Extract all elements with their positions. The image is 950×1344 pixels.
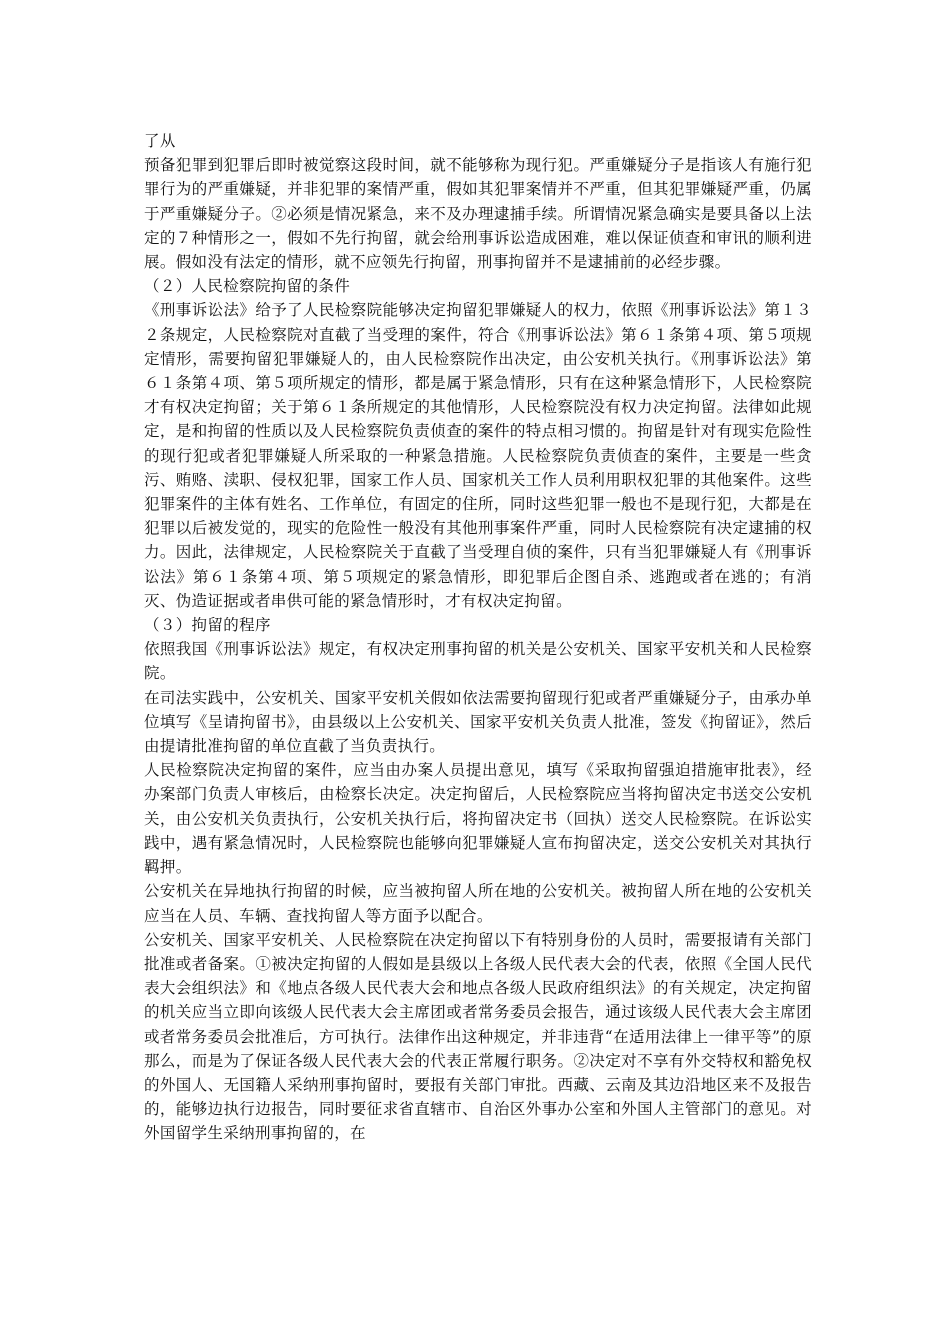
section-heading-procuratorate-conditions: （２）人民检察院拘留的条件 <box>144 277 351 296</box>
paragraph-continuation-fragment: 了从 <box>144 132 176 150</box>
paragraph-special-status: 公安机关、国家平安机关、人民检察院在决定拘留以下有特别身份的人员时，需要报请有关部门批准或者备案。①被决定拘留的人假如是县级以上各级人民代表大会的代表，依照《全国人民代表大会组织法》和《地点各级人民代表大会和地点各级人民政府组织法》的有关规定，决定拘留的机关应当立即向该级人民代表大会主席团或者常务委员会报告，通过该级人民代表大会主席团或者常务委员会批准后，方可执行。法律作出这种规定，并非违背“在适用法律上一律平等”的原那么，而是为了保证各级人民代表大会的代表正常履行职务。②决定对不享有外交特权和豁免权的外国人、无国籍人采纳刑事拘留时，要报有关部门审批。西藏、云南及其边沿地区来不及报告的，能够边执行边报告，同时要征求省直辖市、自治区外事办公室和外国人主管部门的意见。对外国留学生采纳刑事拘留的，在 <box>144 930 812 1143</box>
document-page <box>144 129 812 1146</box>
paragraph-procuratorate-power: 《刑事诉讼法》给予了人民检察院能够决定拘留犯罪嫌疑人的权力，依照《刑事诉讼法》第１３２条规定，人民检察院对直截了当受理的案件，符合《刑事诉讼法》第６１条第４项、第５项规定情形，需要拘留犯罪嫌疑人的，由人民检察院作出决定，由公安机关执行。《刑事诉讼法》第６１条第４项、第５项所规定的情形，都是属于紧急情形，只有在这种紧急情形下，人民检察院才有权决定拘留；关于第６１条所规定的其他情形，人民检察院没有权力决定拘留。法律如此规定，是和拘留的性质以及人民检察院负责侦查的案件的特点相习惯的。拘留是针对有现实危险性的现行犯或者犯罪嫌疑人所采取的一种紧急措施。人民检察院负责侦查的案件，主要是一些贪污、贿赂、渎职、侵权犯罪，国家工作人员、国家机关工作人员利用职权犯罪的其他案件。这些犯罪案件的主体有姓名、工作单位，有固定的住所，同时这些犯罪一般也不是现行犯，大都是在犯罪以后被发觉的，现实的危险性一般没有其他刑事案件严重，同时人民检察院有决定逮捕的权力。因此，法律规定，人民检察院关于直截了当受理自侦的案件，只有当犯罪嫌疑人有《刑事诉讼法》第６１条第４项、第５项规定的紧急情形，即犯罪后企图自杀、逃跑或者在逃的；有消灭、伪造证据或者串供可能的紧急情形时，才有权决定拘留。 <box>144 301 812 610</box>
paragraph-procuratorate-decision: 人民检察院决定拘留的案件，应当由办案人员提出意见，填写《采取拘留强迫措施审批表》，经办案部门负责人审核后，由检察长决定。决定拘留后，人民检察院应当将拘留决定书送交公安机关，由公安机关负责执行，公安机关执行后，将拘留决定书（回执）送交人民检察院。在诉讼实践中，遇有紧急情况时，人民检察院也能够向犯罪嫌疑人宣布拘留决定，送交公安机关对其执行羁押。 <box>144 761 812 877</box>
paragraph-authorized-organs: 依照我国《刑事诉讼法》规定，有权决定刑事拘留的机关是公安机关、国家平安机关和人民检察院。 <box>144 640 812 683</box>
paragraph-judicial-practice: 在司法实践中，公安机关、国家平安机关假如依法需要拘留现行犯或者严重嫌疑分子，由承办单位填写《呈请拘留书》，由县级以上公安机关、国家平安机关负责人批准，签发《拘留证》，然后由提请批准拘留的单位直截了当负责执行。 <box>144 688 812 756</box>
section-heading-detention-procedure: （３）拘留的程序 <box>144 616 271 635</box>
paragraph-current-offender: 预备犯罪到犯罪后即时被觉察这段时间，就不能够称为现行犯。严重嫌疑分子是指该人有施行犯罪行为的严重嫌疑，并非犯罪的案情严重，假如其犯罪案情并不严重，但其犯罪嫌疑严重，仍属于严重嫌疑分子。②必须是情况紧急，来不及办理逮捕手续。所谓情况紧急确实是要具备以上法定的７种情形之一，假如不先行拘留，就会给刑事诉讼造成困难，难以保证侦查和审讯的顺利进展。假如没有法定的情形，就不应领先行拘留，刑事拘留并不是逮捕前的必经步骤。 <box>144 156 812 272</box>
paragraph-remote-execution: 公安机关在异地执行拘留的时候，应当被拘留人所在地的公安机关。被拘留人所在地的公安机关应当在人员、车辆、查找拘留人等方面予以配合。 <box>144 882 812 925</box>
